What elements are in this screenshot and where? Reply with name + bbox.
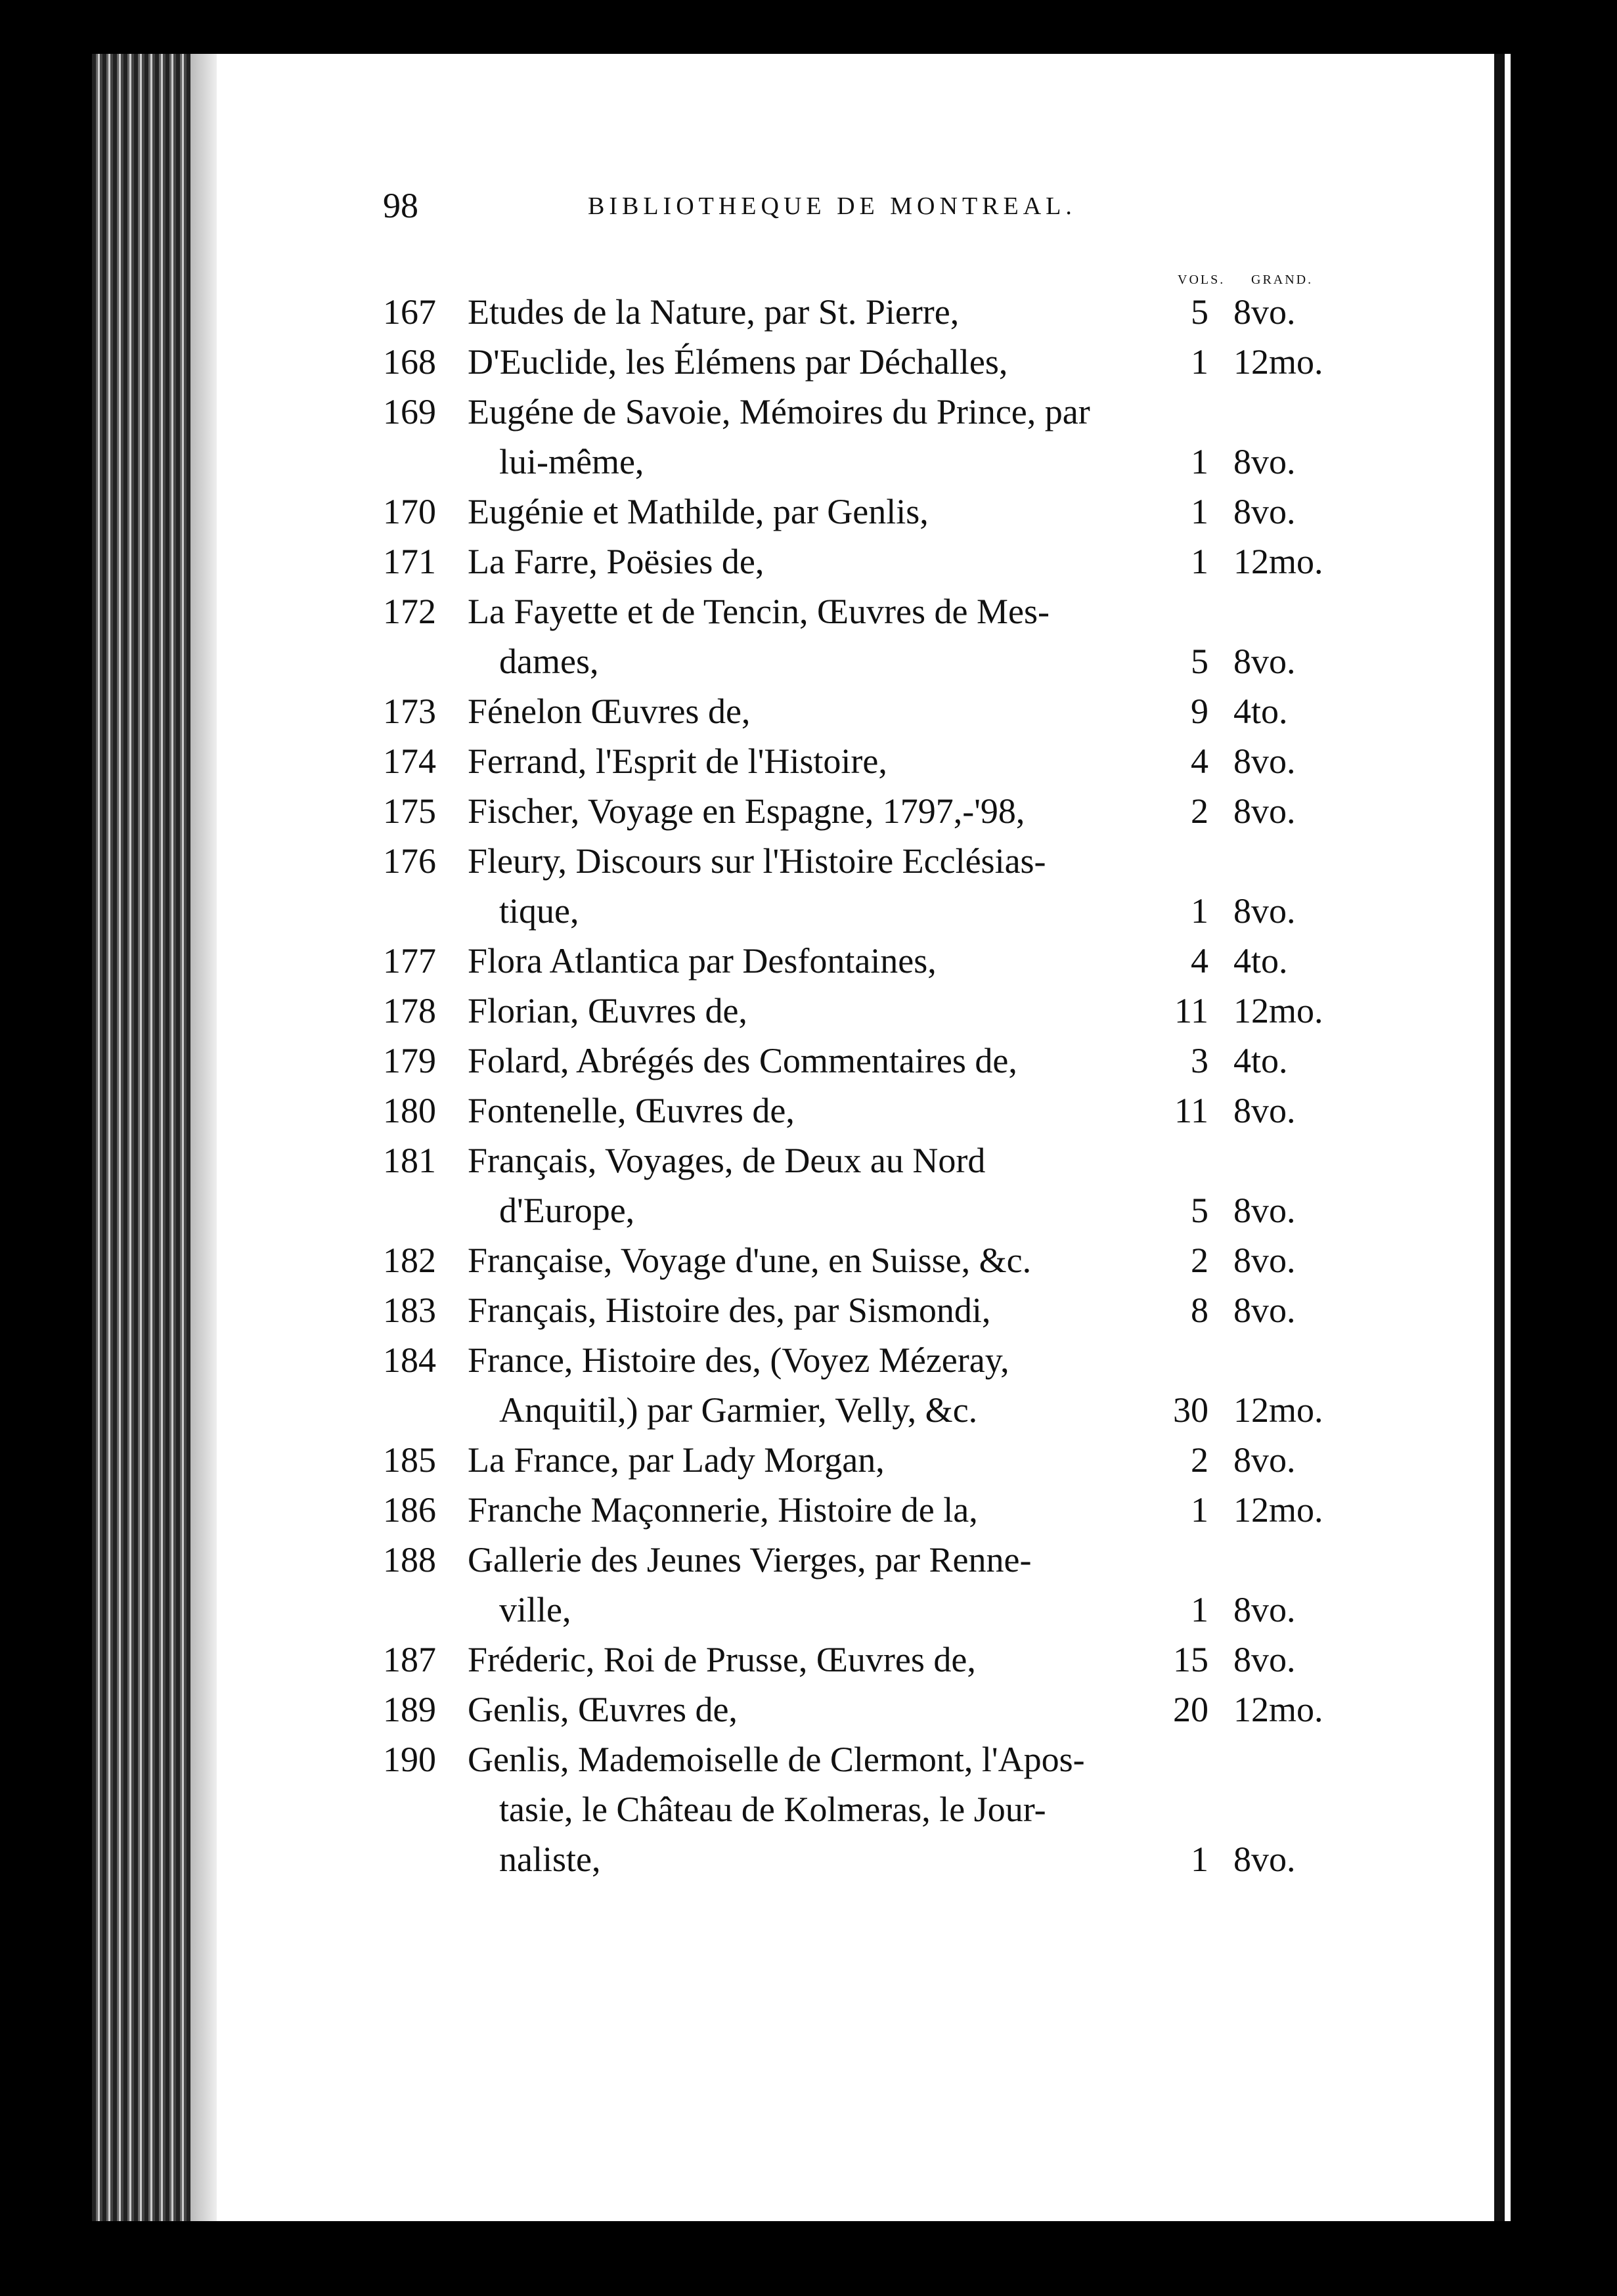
entry-title: Français, Voyages, de Deux au Nord [468, 1141, 986, 1180]
catalogue-entry-line [0, 1784, 1617, 1834]
entry-format: 8vo. [1233, 442, 1296, 481]
catalogue-entry-line [0, 1585, 1617, 1635]
catalogue-entry-line [0, 736, 1617, 786]
entry-volumes: 9 [1191, 692, 1208, 731]
catalogue-entry-line [0, 1136, 1617, 1185]
entry-format: 8vo. [1233, 791, 1296, 831]
entry-title: Genlis, Œuvres de, [468, 1690, 738, 1729]
catalogue-entry-line [0, 886, 1617, 936]
entry-volumes: 5 [1191, 1191, 1208, 1230]
entry-number: 178 [383, 991, 436, 1030]
entry-number: 175 [383, 791, 436, 831]
entry-title: Folard, Abrégés des Commentaires de, [468, 1041, 1017, 1080]
entry-title: ville, [499, 1590, 571, 1629]
entry-volumes: 1 [1191, 492, 1208, 531]
entry-title: Fleury, Discours sur l'Histoire Ecclésias- [468, 841, 1046, 881]
entry-number: 190 [383, 1740, 436, 1779]
entry-title: Eugénie et Mathilde, par Genlis, [468, 492, 929, 531]
catalogue-entry-line [0, 586, 1617, 636]
entry-format: 8vo. [1233, 1291, 1296, 1330]
entry-format: 8vo. [1233, 1590, 1296, 1629]
catalogue-entry-line [0, 1086, 1617, 1136]
catalogue-entry-line [0, 387, 1617, 437]
catalogue-entry-line [0, 1734, 1617, 1784]
entry-volumes: 15 [1173, 1640, 1208, 1679]
catalogue-entry-line [0, 836, 1617, 886]
catalogue-entry-line [0, 636, 1617, 686]
entry-volumes: 20 [1173, 1690, 1208, 1729]
catalogue-entry-line [0, 1685, 1617, 1734]
entry-title: La Farre, Poësies de, [468, 542, 764, 581]
catalogue-entry-line [0, 1535, 1617, 1585]
entry-number: 182 [383, 1241, 436, 1280]
entry-number: 188 [383, 1540, 436, 1579]
entry-title: Florian, Œuvres de, [468, 991, 747, 1030]
entry-title: tique, [499, 891, 579, 931]
running-title: BIBLIOTHEQUE DE MONTREAL. [588, 192, 1076, 220]
column-header-grand: GRAND. [1251, 273, 1314, 287]
entry-format: 8vo. [1233, 642, 1296, 681]
entry-title: Flora Atlantica par Desfontaines, [468, 941, 937, 981]
catalogue-entry-line [0, 287, 1617, 337]
catalogue-entry-line [0, 986, 1617, 1036]
entry-format: 12mo. [1233, 991, 1323, 1030]
entry-number: 189 [383, 1690, 436, 1729]
entry-volumes: 11 [1174, 991, 1208, 1030]
entry-title: Ferrand, l'Esprit de l'Histoire, [468, 741, 887, 781]
entry-number: 169 [383, 392, 436, 431]
entry-volumes: 1 [1191, 542, 1208, 581]
entry-number: 187 [383, 1640, 436, 1679]
entry-volumes: 1 [1191, 1490, 1208, 1530]
entry-title: France, Histoire des, (Voyez Mézeray, [468, 1340, 1009, 1380]
entry-number: 184 [383, 1340, 436, 1380]
entry-number: 183 [383, 1291, 436, 1330]
entry-number: 181 [383, 1141, 436, 1180]
entry-number: 171 [383, 542, 436, 581]
catalogue-entry-line [0, 1185, 1617, 1235]
entry-title: D'Euclide, les Élémens par Déchalles, [468, 342, 1008, 382]
entry-title: naliste, [499, 1840, 601, 1879]
entry-format: 8vo. [1233, 1091, 1296, 1130]
catalogue-entry-line [0, 1285, 1617, 1335]
entry-title: tasie, le Château de Kolmeras, le Jour- [499, 1790, 1046, 1829]
entry-number: 180 [383, 1091, 436, 1130]
entry-format: 12mo. [1233, 1490, 1323, 1530]
entry-title: La Fayette et de Tencin, Œuvres de Mes- [468, 592, 1050, 631]
entry-format: 4to. [1233, 692, 1288, 731]
entry-title: La France, par Lady Morgan, [468, 1440, 885, 1480]
entry-title: lui-même, [499, 442, 644, 481]
catalogue-entry-line [0, 1485, 1617, 1535]
entry-number: 168 [383, 342, 436, 382]
catalogue-entry-line [0, 1834, 1617, 1884]
catalogue-entry-line [0, 487, 1617, 537]
entry-title: Franche Maçonnerie, Histoire de la, [468, 1490, 978, 1530]
entry-title: Anquitil,) par Garmier, Velly, &c. [499, 1390, 978, 1430]
entry-format: 8vo. [1233, 1241, 1296, 1280]
entry-number: 186 [383, 1490, 436, 1530]
catalogue-entry-line [0, 437, 1617, 487]
entry-format: 12mo. [1233, 542, 1323, 581]
entry-volumes: 5 [1191, 642, 1208, 681]
catalogue-entry-line [0, 1635, 1617, 1685]
entry-title: Genlis, Mademoiselle de Clermont, l'Apos- [468, 1740, 1085, 1779]
entry-format: 8vo. [1233, 741, 1296, 781]
entry-number: 176 [383, 841, 436, 881]
entry-format: 8vo. [1233, 492, 1296, 531]
entry-volumes: 5 [1191, 292, 1208, 332]
entry-number: 172 [383, 592, 436, 631]
catalogue-entry-line [0, 1036, 1617, 1086]
entry-volumes: 3 [1191, 1041, 1208, 1080]
page-header [0, 185, 1617, 238]
entry-title: Etudes de la Nature, par St. Pierre, [468, 292, 960, 332]
entry-format: 12mo. [1233, 1690, 1323, 1729]
entry-title: Français, Histoire des, par Sismondi, [468, 1291, 991, 1330]
entry-volumes: 4 [1191, 741, 1208, 781]
catalogue-entry-line [0, 1335, 1617, 1385]
entry-title: Française, Voyage d'une, en Suisse, &c. [468, 1241, 1032, 1280]
entry-number: 173 [383, 692, 436, 731]
entry-volumes: 1 [1191, 1840, 1208, 1879]
entry-volumes: 1 [1191, 891, 1208, 931]
catalogue-entry-line [0, 1435, 1617, 1485]
entry-format: 8vo. [1233, 1440, 1296, 1480]
entry-title: Eugéne de Savoie, Mémoires du Prince, par [468, 392, 1090, 431]
entry-number: 177 [383, 941, 436, 981]
entry-format: 4to. [1233, 941, 1288, 981]
entry-title: dames, [499, 642, 599, 681]
catalogue-entry-line [0, 686, 1617, 736]
catalogue-entry-line [0, 1385, 1617, 1435]
entry-number: 167 [383, 292, 436, 332]
entry-number: 170 [383, 492, 436, 531]
column-header-vols: VOLS. [1178, 273, 1226, 287]
entry-volumes: 11 [1174, 1091, 1208, 1130]
entry-title: Fontenelle, Œuvres de, [468, 1091, 795, 1130]
entry-format: 8vo. [1233, 1840, 1296, 1879]
entry-number: 185 [383, 1440, 436, 1480]
catalogue-entry-line [0, 786, 1617, 836]
page-number: 98 [383, 186, 418, 225]
catalogue-entry-line [0, 537, 1617, 586]
entry-format: 8vo. [1233, 1191, 1296, 1230]
entry-volumes: 4 [1191, 941, 1208, 981]
entry-title: d'Europe, [499, 1191, 635, 1230]
catalogue-entries [0, 287, 1617, 1884]
entry-title: Gallerie des Jeunes Vierges, par Renne- [468, 1540, 1032, 1579]
entry-volumes: 1 [1191, 1590, 1208, 1629]
entry-volumes: 8 [1191, 1291, 1208, 1330]
entry-volumes: 2 [1191, 791, 1208, 831]
entry-title: Fénelon Œuvres de, [468, 692, 751, 731]
entry-volumes: 1 [1191, 442, 1208, 481]
entry-number: 174 [383, 741, 436, 781]
entry-format: 4to. [1233, 1041, 1288, 1080]
catalogue-entry-line [0, 337, 1617, 387]
entry-volumes: 2 [1191, 1440, 1208, 1480]
entry-format: 8vo. [1233, 1640, 1296, 1679]
entry-format: 12mo. [1233, 342, 1323, 382]
entry-number: 179 [383, 1041, 436, 1080]
entry-title: Fischer, Voyage en Espagne, 1797,-'98, [468, 791, 1025, 831]
entry-format: 8vo. [1233, 891, 1296, 931]
entry-format: 8vo. [1233, 292, 1296, 332]
catalogue-entry-line [0, 1235, 1617, 1285]
entry-volumes: 30 [1173, 1390, 1208, 1430]
entry-volumes: 2 [1191, 1241, 1208, 1280]
entry-title: Fréderic, Roi de Prusse, Œuvres de, [468, 1640, 976, 1679]
entry-volumes: 1 [1191, 342, 1208, 382]
entry-format: 12mo. [1233, 1390, 1323, 1430]
catalogue-entry-line [0, 936, 1617, 986]
